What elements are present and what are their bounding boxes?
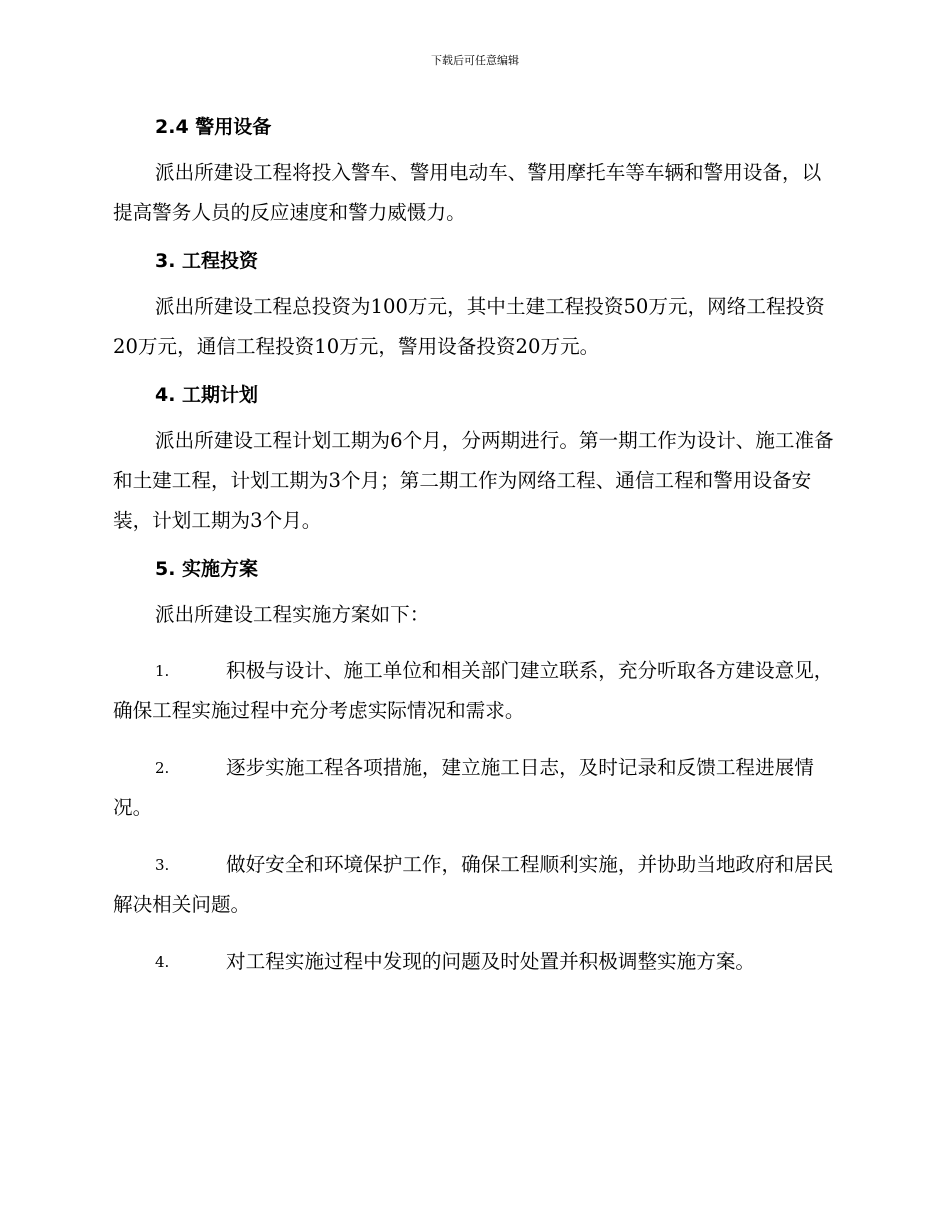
list-item-text: 对工程实施过程中发现的问题及时处置并积极调整实施方案。	[226, 950, 756, 973]
list-item-number: 2.	[155, 759, 170, 777]
section-heading-5: 5. 实施方案	[155, 558, 259, 580]
list-item-text: 积极与设计、施工单位和相关部门建立联系，充分听取各方建设意见，确保工程实施过程中充分考虑实际情况和需求。	[113, 659, 834, 722]
section-heading-4: 4. 工期计划	[155, 384, 259, 406]
section-heading-3: 3. 工程投资	[155, 250, 259, 272]
list-item-number: 3.	[155, 856, 170, 874]
section-paragraph-4: 派出所建设工程计划工期为6个月，分两期进行。第一期工作为设计、施工准备和土建工程，计划工期为3个月；第二期工作为网络工程、通信工程和警用设备安装，计划工期为3个月。	[113, 429, 834, 532]
section-heading-2-4: 2.4 警用设备	[155, 116, 272, 138]
page-header: 下载后可任意编辑	[431, 54, 519, 67]
section-paragraph-2-4: 派出所建设工程将投入警车、警用电动车、警用摩托车等车辆和警用设备，以提高警务人员的反应速度和警力威慑力。	[113, 161, 822, 224]
list-item-text: 逐步实施工程各项措施，建立施工日志，及时记录和反馈工程进展情况。	[113, 756, 814, 819]
list-item	[113, 748, 835, 828]
list-item-number: 1.	[155, 662, 170, 680]
list-item	[113, 845, 835, 925]
section-intro-5: 派出所建设工程实施方案如下：	[155, 603, 430, 626]
document-body	[113, 110, 835, 982]
list-item-text: 做好安全和环境保护工作，确保工程顺利实施，并协助当地政府和居民解决相关问题。	[113, 853, 834, 916]
list-item	[113, 651, 835, 731]
list-item	[113, 942, 835, 982]
section-paragraph-3: 派出所建设工程总投资为100万元，其中土建工程投资50万元，网络工程投资20万元，通信工程投资10万元，警用设备投资20万元。	[113, 295, 825, 358]
list-item-number: 4.	[155, 953, 170, 971]
